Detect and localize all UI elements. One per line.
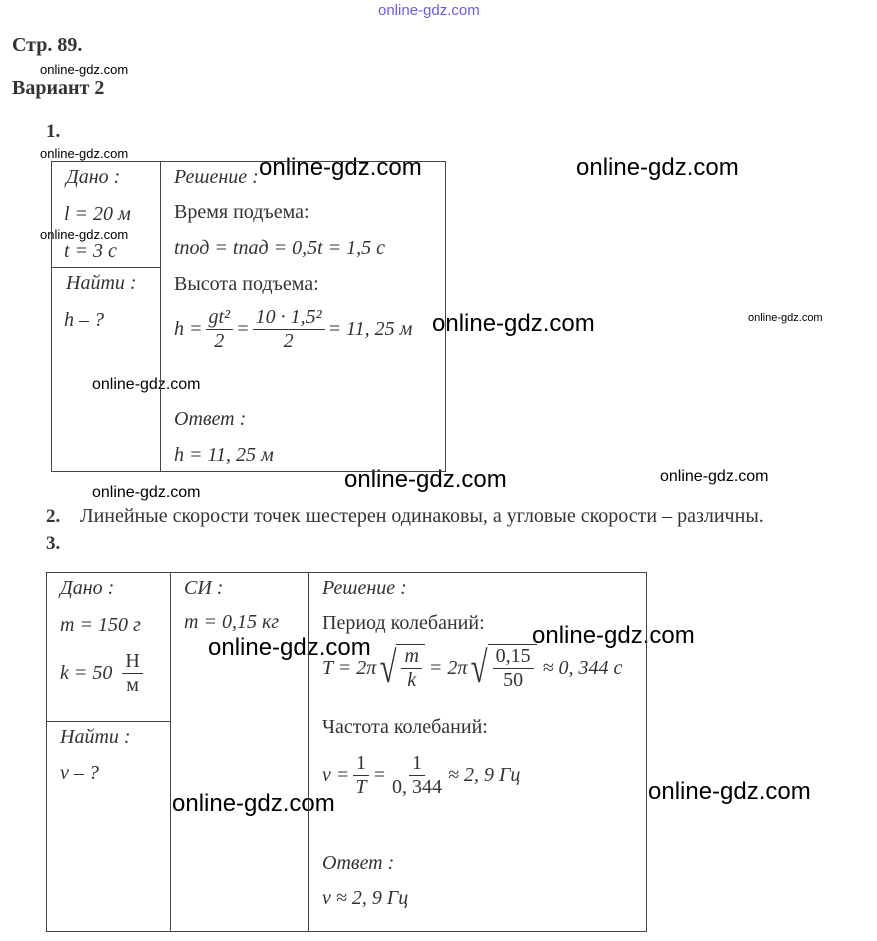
- rise-time-label: Время подъема:: [174, 201, 310, 223]
- watermark: online-gdz.com: [432, 310, 595, 337]
- watermark: online-gdz.com: [40, 146, 129, 161]
- watermark: online-gdz.com: [92, 376, 201, 393]
- answer-value: ν ≈ 2, 9 Гц: [322, 887, 409, 909]
- task-3-number: 3.: [46, 533, 61, 554]
- watermark: online-gdz.com: [40, 227, 129, 242]
- solution-label: Решение :: [174, 166, 259, 188]
- answer-label: Ответ :: [174, 408, 247, 430]
- given-length: l = 20 м: [64, 203, 131, 225]
- page-number: Стр. 89.: [12, 34, 83, 56]
- si-value: m = 0,15 кг: [184, 611, 280, 633]
- watermark: online-gdz.com: [648, 778, 811, 805]
- answer-label: Ответ :: [322, 852, 395, 874]
- variant-title: Вариант 2: [12, 77, 105, 99]
- watermark: online-gdz.com: [660, 468, 769, 485]
- watermark: online-gdz.com: [532, 622, 695, 649]
- given-label: Дано :: [66, 166, 121, 188]
- task-2-text: Линейные скорости точек шестерен одинаковы, а угловые скорости – различны.: [80, 505, 764, 527]
- given-time: t = 3 с: [64, 240, 117, 262]
- period-label: Период колебаний:: [322, 612, 485, 634]
- solution-label: Решение :: [322, 577, 407, 599]
- frequency-formula: ν = $\frac{1}{T}$ = $\frac{1}{0, 344}$ ≈ 2, 9 Гц: [322, 752, 521, 798]
- watermark: online-gdz.com: [40, 62, 129, 77]
- watermark: online-gdz.com: [208, 634, 371, 661]
- watermark: online-gdz.com: [92, 484, 201, 501]
- given-label: Дано :: [60, 577, 115, 599]
- watermark: online-gdz.com: [259, 154, 422, 181]
- find-value: ν – ?: [60, 762, 99, 784]
- task-1-number: 1.: [46, 121, 61, 142]
- task-2-number: 2.: [46, 506, 61, 527]
- watermark: online-gdz.com: [344, 466, 507, 493]
- height-label: Высота подъема:: [174, 273, 319, 295]
- frequency-label: Частота колебаний:: [322, 716, 488, 738]
- given-mass: m = 150 г: [60, 614, 141, 636]
- period-formula: T = 2π √ $\frac{m}{k}$ = 2π √ $\frac{0,15}{50}$ ≈ 0, 344 с: [322, 643, 623, 692]
- watermark: online-gdz.com: [576, 154, 739, 181]
- rise-time-formula: tпод = tпад = 0,5t = 1,5 с: [174, 237, 386, 259]
- find-label: Найти :: [60, 726, 131, 748]
- watermark-top: online-gdz.com: [378, 2, 480, 19]
- watermark: online-gdz.com: [172, 790, 335, 817]
- height-formula: h = $\frac{\text{gt²}}{2}$ = $\frac{\text{10 · 1,5²}}{2}$ = 11, 25 м: [174, 306, 413, 352]
- si-label: СИ :: [184, 577, 224, 599]
- find-value: h – ?: [64, 309, 104, 331]
- find-label: Найти :: [66, 272, 137, 294]
- answer-value: h = 11, 25 м: [174, 444, 274, 466]
- watermark: online-gdz.com: [748, 312, 823, 324]
- given-stiffness: k = 50 $\frac{Н}{м}$: [60, 650, 146, 697]
